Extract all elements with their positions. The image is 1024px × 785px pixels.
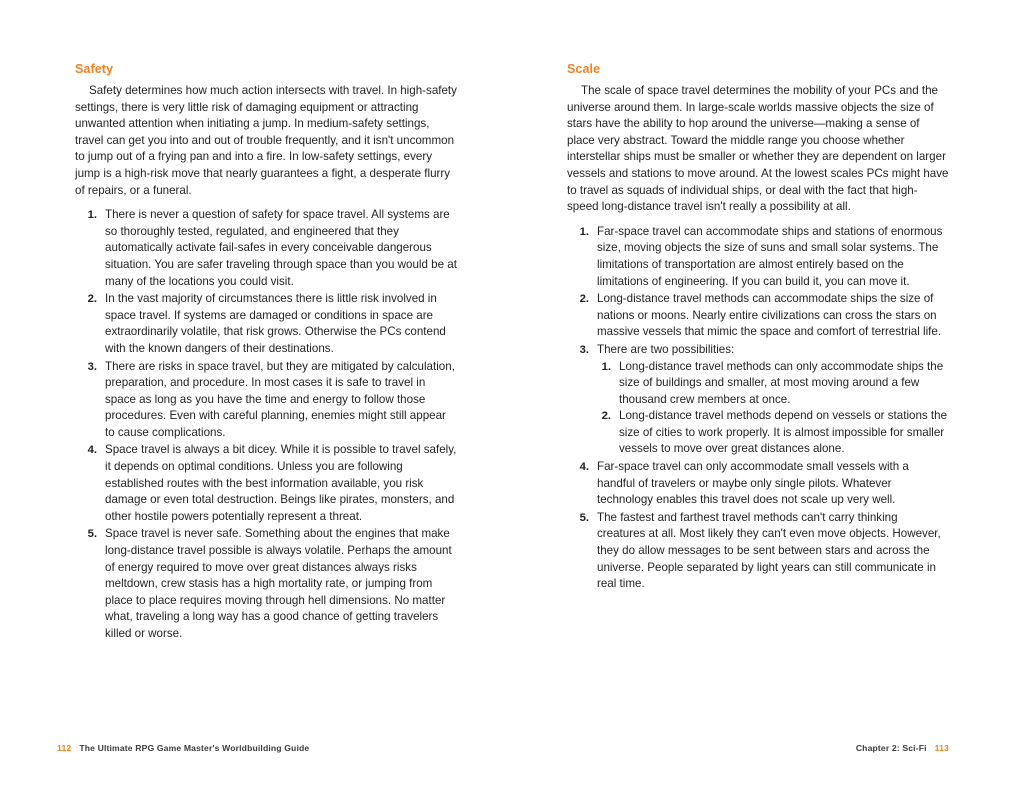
list-item-text: There is never a question of safety for space travel. All systems are so thoroughly tested, regulated, and engineered that they automatically activate fail-safes in every conceivable dangerous situation. You are safer traveling through space than you would be at many of the locations you could visit. (105, 208, 457, 288)
list-item (567, 224, 949, 290)
footer-left (57, 743, 309, 753)
page-title-safety: Safety (75, 62, 114, 76)
list-item-text: Space travel is always a bit dicey. While it is possible to travel safely, it depends on optimal conditions. Unless you are following established routes with the best information available, you risk damage or even total destruction. Beings like pirates, monsters, and other hostile powers potentially represent a threat. (105, 443, 457, 523)
page-title-scale: Scale (567, 62, 601, 76)
list-item (75, 442, 457, 525)
list-item-number: 5. (579, 511, 589, 524)
sub-list-item-text: Long-distance travel methods can only accommodate ships the size of buildings and smaller, at most moving around a few thousand crew members at once. (619, 359, 944, 406)
chapter-label: Chapter 2: Sci-Fi (855, 743, 927, 753)
list-item-number: 3. (579, 343, 589, 356)
sub-list-item-number: 2. (601, 410, 611, 423)
list-item-number: 4. (87, 444, 97, 457)
list-item-text: In the vast majority of circumstances there is little risk involved in space travel. If systems are damaged or conditions in space are extraordinarily volatile, that risk grows. Otherwise the PCs contend with the known dangers of their destinations. (105, 292, 446, 355)
list-item (75, 291, 457, 357)
list-item-number: 1. (579, 225, 589, 238)
intro-paragraph-scale: The scale of space travel determines the mobility of your PCs and the universe around them. In large-scale worlds massive objects the size of stars have the ability to hop around the universe—making a sense of place very abstract. Toward the middle range you choose whether interstellar ships must be smaller or whether they are dependent on larger vessels and stations to move around. At the lowest scales PCs might have to travel as squads of individual ships, or deal with the fact that high-speed long-distance travel isn't really a possibility at all. (567, 84, 949, 214)
list-item (75, 359, 457, 442)
book-title: The Ultimate RPG Game Master's Worldbuilding Guide (79, 743, 310, 753)
list-item-number: 2. (87, 293, 97, 306)
list-item (567, 510, 949, 593)
list-item-text: Long-distance travel methods can accommodate ships the size of nations or moons. Nearly entire civilizations can cross the stars on massive vessels that mimic the space and comfort of terrestrial life. (597, 292, 942, 339)
list-item (567, 291, 949, 341)
list-item-text: There are risks in space travel, but they are mitigated by calculation, preparation, and procedure. In most cases it is safe to travel in space as long as you have the time and energy to follow those procedures. Even with careful planning, enemies might still appear to cause complications. (105, 359, 455, 439)
list-item-number: 3. (87, 360, 97, 373)
list-item-number: 5. (87, 528, 97, 541)
sub-list-item-number: 1. (601, 360, 611, 373)
footer-right (856, 743, 949, 753)
safety-scale-list (75, 207, 457, 642)
list-item (567, 342, 949, 458)
list-item-number: 4. (579, 461, 589, 474)
page-right (512, 0, 1024, 785)
list-item-number: 1. (87, 209, 97, 222)
list-item (75, 207, 457, 290)
list-item-number: 2. (579, 293, 589, 306)
list-item-text: Far-space travel can only accommodate small vessels with a handful of travelers or maybe only single pilots. Whatever technology enables this travel does not scale up very well. (597, 460, 909, 507)
list-item (75, 526, 457, 642)
list-item-text: There are two possibilities: (597, 342, 735, 356)
page-number-right: 113 (934, 743, 949, 753)
sub-list-item (597, 408, 949, 458)
list-item (567, 459, 949, 509)
scale-scale-list (567, 224, 949, 593)
page-number-left: 112 (57, 743, 72, 753)
list-item-text: Far-space travel can accommodate ships and stations of enormous size, moving objects the size of suns and small solar systems. The limitations of transportation are almost entirely based on the limitations of engineering. If you can build it, you can move it. (597, 224, 943, 288)
list-item-text: The fastest and farthest travel methods can't carry thinking creatures at all. Most likely they can't even move objects. However, they do allow messages to be sent between stars and across the universe. People separated by light years can still communicate in real time. (597, 510, 941, 591)
sub-list-item-text: Long-distance travel methods depend on vessels or stations the size of cities to work properly. It is almost impossible for smaller vessels to move over great distances alone. (619, 409, 948, 456)
list-item-text: Space travel is never safe. Something about the engines that make long-distance travel possible is always volatile. Perhaps the amount of energy required to move over great distances always risks meltdown, crew stasis has a high mortality rate, or jumping from place to place requires moving through hell dimensions. No matter what, traveling a long way has a good chance of getting travelers killed or worse. (105, 527, 452, 640)
scale-sublist (597, 359, 949, 459)
intro-paragraph-safety: Safety determines how much action intersects with travel. In high-safety settings, there is very little risk of damaging equipment or attracting unwanted attention when initiating a jump. In medium-safety settings, travel can get you into and out of trouble frequently, and it isn't uncommon to jump out of a frying pan and into a fire. In low-safety settings, every jump is a high-risk move that nearly guarantees a fight, a desperate flurry of repairs, or a funeral. (75, 84, 457, 197)
sub-list-item (597, 359, 949, 409)
